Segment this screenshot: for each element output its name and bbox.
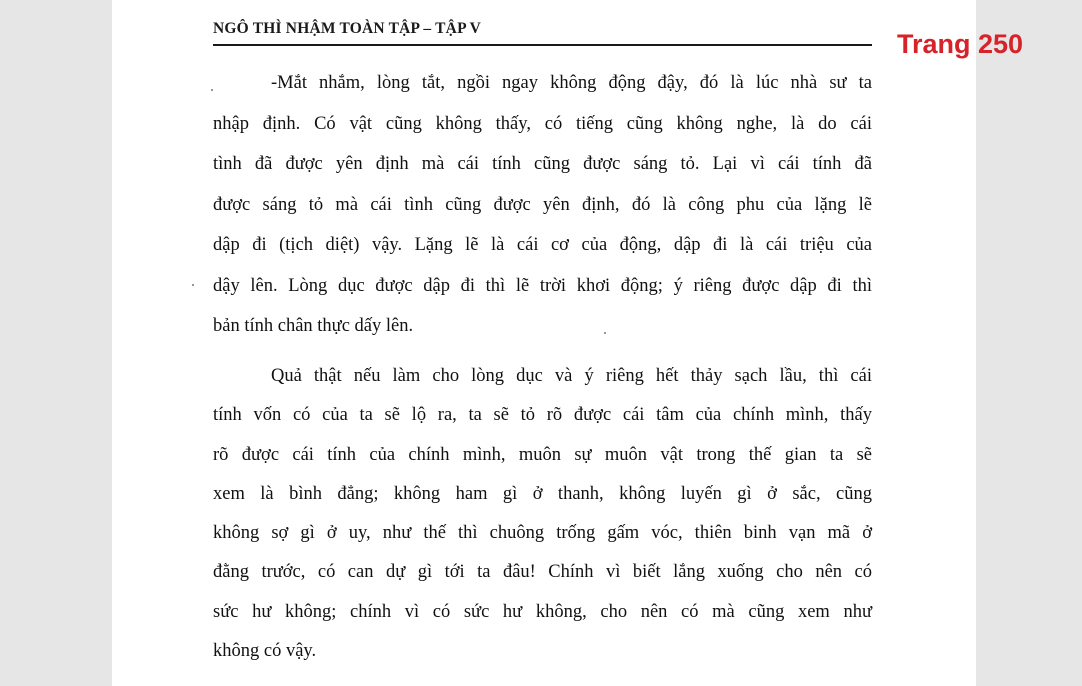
text-line: nhập định. Có vật cũng không thấy, có tiếng cũng không nghe, là do cái — [213, 113, 872, 134]
scan-speck — [211, 89, 213, 91]
text-line: dập đi (tịch diệt) vậy. Lặng lẽ là cái cơ của động, dập đi là cái triệu của — [213, 235, 872, 255]
text-line: không sợ gì ở uy, như thế thì chuông trống gấm vóc, thiên binh vạn mã ở — [213, 523, 872, 544]
paragraph-2 — [213, 357, 872, 671]
text-line: đằng trước, có can dự gì tới ta đâu! Chính vì biết lắng xuống cho nên có — [213, 562, 872, 583]
text-line: tính vốn có của ta sẽ lộ ra, ta sẽ tỏ rõ được cái tâm của chính mình, thấy — [213, 405, 872, 426]
text-line: sức hư không; chính vì có sức hư không, cho nên có mà cũng xem như — [213, 601, 872, 622]
page-number-label: Trang 250 — [897, 29, 1024, 59]
text-line: dậy lên. Lòng dục được dập đi thì lẽ trời khơi động; ý riêng được dập đi thì — [213, 275, 872, 296]
text-line: xem là bình đẳng; không ham gì ở thanh, không luyến gì ở sắc, cũng — [213, 483, 872, 504]
header-rule — [213, 44, 872, 46]
scan-speck — [604, 332, 606, 334]
text-line: được sáng tỏ mà cái tình cũng được yên định, đó là công phu của lặng lẽ — [213, 194, 872, 215]
text-line: rõ được cái tính của chính mình, muôn sự muôn vật trong thế gian ta sẽ — [213, 444, 872, 465]
paragraph-1 — [213, 63, 872, 347]
text-line: Quả thật nếu làm cho lòng dục và ý riêng hết thảy sạch lầu, thì cái — [271, 366, 872, 386]
scan-speck — [192, 284, 194, 286]
running-head: NGÔ THÌ NHẬM TOÀN TẬP – TẬP V — [213, 20, 482, 37]
text-line: không có vậy. — [213, 641, 317, 662]
text-line: bản tính chân thực dấy lên. — [213, 316, 414, 336]
page — [112, 0, 976, 686]
text-line: tình đã được yên định mà cái tính cũng được sáng tỏ. Lại vì cái tính đã — [213, 154, 872, 174]
text-line: -Mắt nhắm, lòng tắt, ngồi ngay không động đậy, đó là lúc nhà sư ta — [271, 73, 872, 93]
